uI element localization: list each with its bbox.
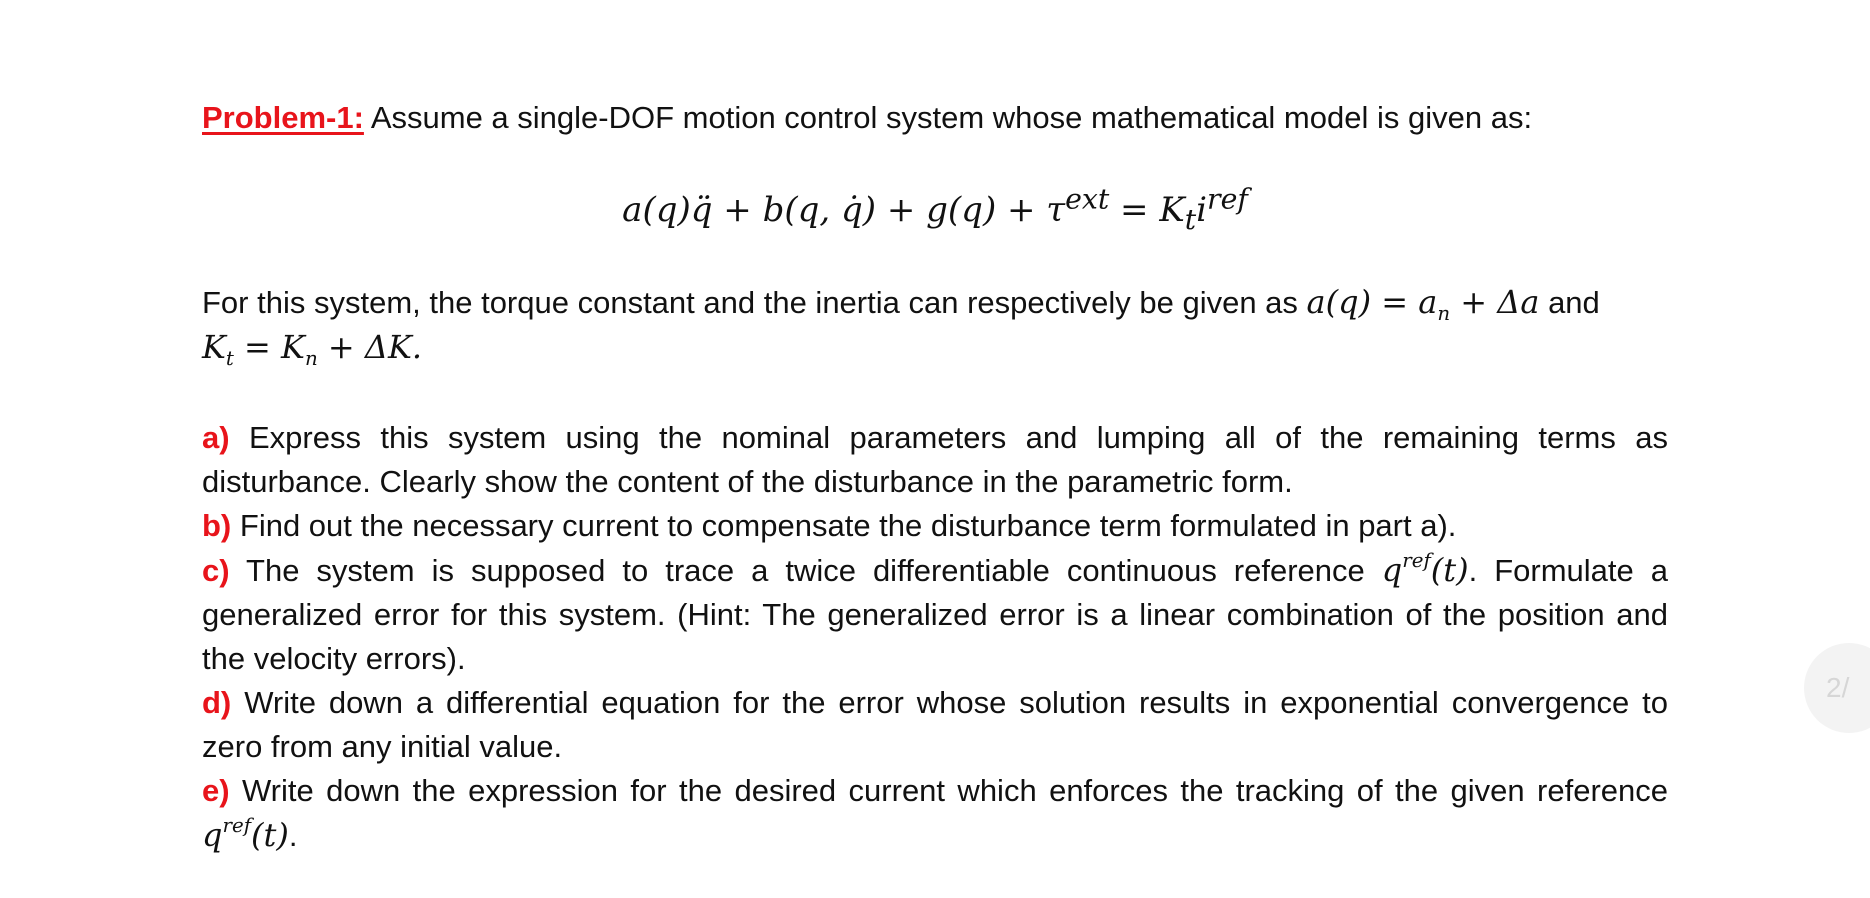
inertia-expression: $a(q) = a_n + \Delta a$ (1306, 283, 1540, 326)
part-e-text-after: . (288, 818, 298, 854)
model-equation-lhs: a(q)q̈ + b(q, q̇) + $g(q) + \tau^{ext} = K_ti^{ref}$ (622, 183, 1248, 237)
parameter-connector: and (1548, 285, 1600, 321)
part-d (202, 681, 1668, 769)
page-indicator[interactable]: 2/ (1804, 643, 1870, 733)
part-a (202, 416, 1668, 504)
part-b (202, 504, 1668, 548)
torque-expression: $K_t = K_n + \Delta K$. (202, 328, 423, 371)
parameter-paragraph (202, 280, 1668, 370)
problem-statement (202, 96, 1668, 140)
document-body (202, 96, 1668, 858)
part-e-label: e) (202, 773, 230, 809)
model-equation (202, 178, 1668, 242)
part-d-label: d) (202, 685, 232, 721)
part-e (202, 769, 1668, 858)
part-c-label: c) (202, 553, 230, 589)
part-e-reference: $q^{ref}(t)$ (202, 814, 289, 855)
part-c-text-after: . Formulate a generalized error for this system. (Hint: The generalized error is a linear combination of the position and the velocity errors). (202, 553, 1668, 677)
part-d-text: Write down a differential equation for the error whose solution results in exponential convergence to zero from any initial value. (202, 685, 1668, 765)
problem-label: Problem-1: (202, 100, 364, 135)
part-e-text: Write down the expression for the desired current which enforces the tracking of the given reference (241, 773, 1668, 809)
part-c (202, 548, 1668, 681)
parameter-text: For this system, the torque constant and the inertia can respectively be given as (202, 285, 1298, 321)
part-a-text: Express this system using the nominal parameters and lumping all of the remaining terms as disturbance. Clearly show the content of the disturbance in the parametric form. (202, 420, 1668, 500)
part-c-text: The system is supposed to trace a twice differentiable continuous reference (246, 553, 1365, 589)
part-b-text: Find out the necessary current to compensate the disturbance term formulated in part a). (239, 508, 1457, 544)
problem-intro: Assume a single-DOF motion control system whose mathematical model is given as: (370, 100, 1533, 135)
part-a-label: a) (202, 420, 230, 456)
part-c-reference: $q^{ref}(t)$ (1381, 549, 1469, 590)
part-b-label: b) (202, 508, 232, 544)
